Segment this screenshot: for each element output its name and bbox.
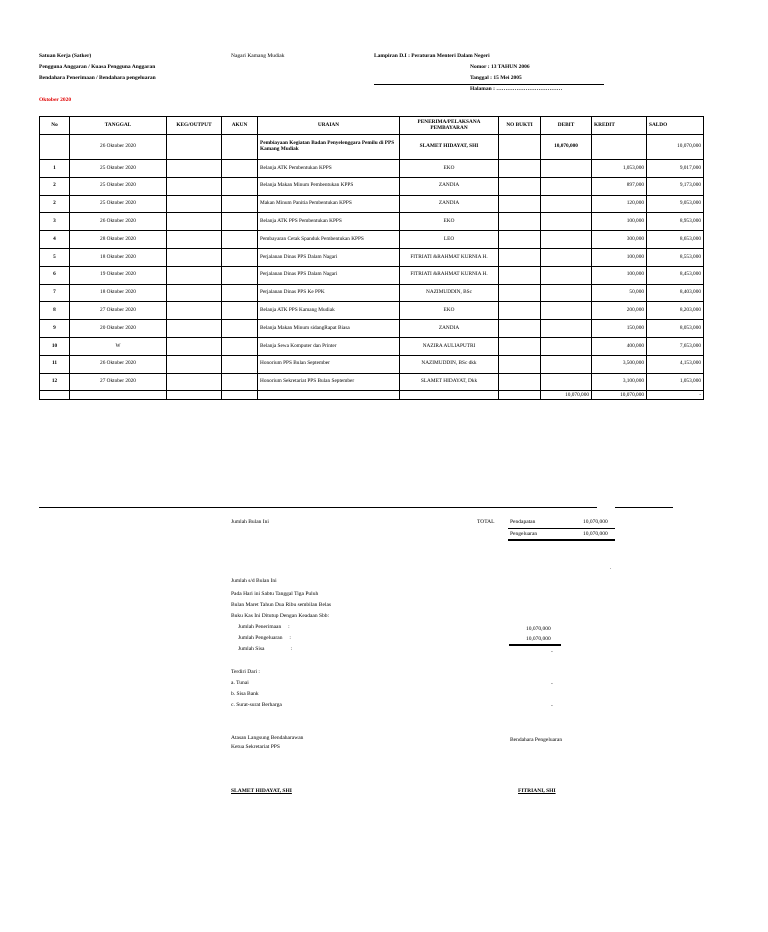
col-uraian: URAIAN xyxy=(258,117,400,135)
empty-cell xyxy=(400,391,499,400)
col-tanggal: TANGGAL xyxy=(70,117,167,135)
table-row xyxy=(40,177,704,195)
cell-penerima: FITRIATI &RAHMAT KURNIA H. xyxy=(400,266,499,284)
cell-no: 12 xyxy=(40,373,70,391)
cell-akun xyxy=(222,302,258,320)
cell-saldo: 8,403,000 xyxy=(647,284,704,302)
cell-saldo: 8,953,000 xyxy=(647,213,704,231)
cell-uraian: Belanja ATK PPS Kamang Mudiak xyxy=(258,302,400,320)
nomor-label: Nomor : 13 TAHUN 2006 xyxy=(470,64,530,70)
cell-uraian: Makan Minum Panitia Pembentukan KPPS xyxy=(258,195,400,213)
table-row xyxy=(40,355,704,373)
cell-uraian: Honorium Sekretariat PPS Bulan September xyxy=(258,373,400,391)
cell-uraian: Belanja ATK PPS Pembentukan KPPS xyxy=(258,213,400,231)
col-no-bukti: NO BUKTI xyxy=(499,117,541,135)
cell-kredit: 100,000 xyxy=(592,248,647,266)
penerimaan-value: 10,070,000 xyxy=(526,626,551,632)
jumlah-penerimaan-label: Jumlah Penerimaan : xyxy=(238,624,290,630)
buku-kas-text: Buku Kas Ini Ditutup Dengan Keadaan Sbb: xyxy=(231,613,330,619)
cell-penerima: NAZIMUDDIN, BSc dkk xyxy=(400,355,499,373)
cell-tanggal: 25 Oktober 2020 xyxy=(70,195,167,213)
cell-no-bukti xyxy=(499,213,541,231)
cell-no: 2 xyxy=(40,177,70,195)
terdiri-label: Terdiri Dari : xyxy=(231,669,260,675)
cell-akun xyxy=(222,284,258,302)
cell-penerima: FITRIATI &RAHMAT KURNIA H. xyxy=(400,248,499,266)
cell-debit xyxy=(541,177,592,195)
cell-no: 4 xyxy=(40,231,70,249)
cell-no: 6 xyxy=(40,266,70,284)
total-saldo: - xyxy=(647,391,704,400)
cell-akun xyxy=(222,337,258,355)
cell-tanggal: 19 Oktober 2020 xyxy=(70,266,167,284)
cell-saldo: 8,653,000 xyxy=(647,231,704,249)
table-row xyxy=(40,248,704,266)
cell-kredit: 3,100,000 xyxy=(592,373,647,391)
cell-tanggal: 28 Oktober 2020 xyxy=(70,231,167,249)
cell-penerima: LEO xyxy=(400,231,499,249)
cell-saldo: 9,017,000 xyxy=(647,160,704,178)
cell-penerima: EKO xyxy=(400,213,499,231)
cell-kredit: 200,000 xyxy=(592,302,647,320)
cell-no-bukti xyxy=(499,160,541,178)
cell-keg-output xyxy=(167,337,222,355)
cell-kredit: 120,000 xyxy=(592,195,647,213)
cell-no: 9 xyxy=(40,320,70,338)
cell-tanggal: 26 Oktober 2020 xyxy=(70,135,167,160)
cell-kredit: 150,000 xyxy=(592,320,647,338)
cell-uraian: Belanja Makan Minum sidangRapat Biasa xyxy=(258,320,400,338)
cell-uraian: Pembiayaan Kegiatan Badan Penyelenggara Pemilu di PPS Kamang Mudiak xyxy=(258,135,400,160)
cell-saldo: 7,653,000 xyxy=(647,337,704,355)
cell-akun xyxy=(222,195,258,213)
cell-kredit: 300,000 xyxy=(592,231,647,249)
pengeluaran-label: Pengeluaran xyxy=(510,531,538,537)
satker-label: Satuan Kerja (Satker) xyxy=(39,53,92,59)
cell-no-bukti xyxy=(499,355,541,373)
cell-keg-output xyxy=(167,373,222,391)
cell-no: 7 xyxy=(40,284,70,302)
pengeluaran-value: 10,070,000 xyxy=(583,531,608,537)
cell-uraian: Honorium PPS Bulan September xyxy=(258,355,400,373)
cell-uraian: Perjalanan Dinas PPS Ke PPK xyxy=(258,284,400,302)
cell-tanggal: W xyxy=(70,337,167,355)
cell-penerima: NAZIMUDDIN, BSc xyxy=(400,284,499,302)
table-row xyxy=(40,213,704,231)
cell-debit xyxy=(541,266,592,284)
tanggal-label: Tanggal : 15 Mei 2005 xyxy=(470,75,522,81)
cell-no-bukti xyxy=(499,177,541,195)
pendapatan-label: Pendapatan xyxy=(510,519,536,525)
cell-uraian: Belanja ATK Pembentukan KPPS xyxy=(258,160,400,178)
surat-label: c. Surat-surat Berharga xyxy=(231,702,282,708)
cell-penerima: SLAMET HIDAYAT, SHI xyxy=(400,135,499,160)
bendahara-label: Bendahara Penerimaan / Bendahara pengeluaran xyxy=(39,75,156,81)
cell-tanggal: 27 Oktober 2020 xyxy=(70,373,167,391)
cell-akun xyxy=(222,266,258,284)
jumlah-sisa-label: Jumlah Sisa : xyxy=(238,646,293,652)
empty-cell xyxy=(258,391,400,400)
cell-penerima: NAZIRA AULIAPUTRI xyxy=(400,337,499,355)
cell-no-bukti xyxy=(499,231,541,249)
cell-uraian: Pembayaran Cetak Spanduk Pembentukan KPPS xyxy=(258,231,400,249)
pengeluaran-value-2: 10,070,000 xyxy=(526,636,551,642)
cell-akun xyxy=(222,160,258,178)
cell-saldo: 9,173,000 xyxy=(647,177,704,195)
empty-cell xyxy=(40,391,70,400)
lampiran-label: Lampiran D.I : Peraturan Menteri Dalam Negeri xyxy=(374,53,490,59)
ledger-table xyxy=(39,116,704,400)
signatory-left-name: SLAMET HIDAYAT, SHI xyxy=(231,788,292,794)
sisa-bank-label: b. Sisa Bank xyxy=(231,691,259,697)
table-row-totals xyxy=(40,391,704,400)
sisa-value: - xyxy=(551,649,553,655)
table-row-opening xyxy=(40,135,704,160)
cell-debit xyxy=(541,231,592,249)
total-debit: 10,070,000 xyxy=(541,391,592,400)
cell-keg-output xyxy=(167,213,222,231)
jumlah-bulan-ini-label: Jumlah Bulan Ini xyxy=(231,519,269,525)
cell-keg-output xyxy=(167,355,222,373)
cell-debit xyxy=(541,284,592,302)
cell-uraian: Perjalanan Dinas PPS Dalam Nagari xyxy=(258,266,400,284)
table-row xyxy=(40,284,704,302)
cell-uraian: Perjalanan Dinas PPS Dalam Nagari xyxy=(258,248,400,266)
cell-debit xyxy=(541,355,592,373)
cell-debit xyxy=(541,373,592,391)
cell-keg-output xyxy=(167,231,222,249)
cell-debit xyxy=(541,213,592,231)
table-header-row xyxy=(40,117,704,135)
cell-keg-output xyxy=(167,284,222,302)
summary-rule-left xyxy=(39,507,597,508)
cell-debit: 10,070,000 xyxy=(541,135,592,160)
cell-uraian: Belanja Sewa Komputer dan Printer xyxy=(258,337,400,355)
cell-tanggal: 25 Oktober 2020 xyxy=(70,177,167,195)
cell-tanggal: 25 Oktober 2020 xyxy=(70,160,167,178)
cell-penerima: ZANDIA xyxy=(400,320,499,338)
cell-saldo: 1,053,000 xyxy=(647,373,704,391)
cell-penerima: EKO xyxy=(400,302,499,320)
cell-no-bukti xyxy=(499,373,541,391)
col-akun: AKUN xyxy=(222,117,258,135)
cell-keg-output xyxy=(167,177,222,195)
period-label: Oktober 2020 xyxy=(39,97,72,103)
table-row xyxy=(40,266,704,284)
cell-saldo: 8,203,000 xyxy=(647,302,704,320)
sisa-rule xyxy=(509,644,561,646)
ketua-label: Ketua Sekretariat PPS xyxy=(231,744,280,750)
cell-no: 11 xyxy=(40,355,70,373)
cell-no-bukti xyxy=(499,302,541,320)
cell-saldo: 8,053,000 xyxy=(647,320,704,338)
cell-saldo: 4,153,000 xyxy=(647,355,704,373)
cell-keg-output xyxy=(167,266,222,284)
cell-no: 10 xyxy=(40,337,70,355)
cell-kredit: 50,000 xyxy=(592,284,647,302)
table-row xyxy=(40,320,704,338)
cell-no-bukti xyxy=(499,320,541,338)
cell-debit xyxy=(541,248,592,266)
cell-no: 3 xyxy=(40,213,70,231)
cell-tanggal: 26 Oktober 2020 xyxy=(70,213,167,231)
total-label: TOTAL xyxy=(477,519,495,525)
cell-kredit: 400,000 xyxy=(592,337,647,355)
cell-debit xyxy=(541,160,592,178)
tunai-value: - xyxy=(551,681,553,687)
bendahara-pengeluaran-label: Bendahara Pengeluaran xyxy=(510,737,563,743)
cell-keg-output xyxy=(167,160,222,178)
dot-mark: . xyxy=(610,565,612,571)
cell-saldo: 9,053,000 xyxy=(647,195,704,213)
cell-penerima: EKO xyxy=(400,160,499,178)
header-rule xyxy=(374,84,604,85)
bulan-maret-text: Bulan Maret Tahun Dua Ribu sembilan Belas xyxy=(231,602,332,608)
cell-debit xyxy=(541,195,592,213)
cell-akun xyxy=(222,177,258,195)
pada-hari-text: Pada Hari ini Sabtu Tanggal Tiga Puluh xyxy=(231,591,319,597)
nagari-label: Nagari Kamang Mudiak xyxy=(231,53,285,59)
cell-no-bukti xyxy=(499,284,541,302)
cell-no-bukti xyxy=(499,266,541,284)
cell-akun xyxy=(222,320,258,338)
atasan-label: Atasan Langsung Bendaharawan xyxy=(231,735,304,741)
cell-keg-output xyxy=(167,248,222,266)
pendapatan-value: 10,070,000 xyxy=(583,519,608,525)
cell-no: 5 xyxy=(40,248,70,266)
surat-value: - xyxy=(551,703,553,709)
cell-debit xyxy=(541,320,592,338)
empty-cell xyxy=(167,391,222,400)
tunai-label: a. Tunai xyxy=(231,680,249,686)
cell-penerima: SLAMET HIDAYAT, Dkk xyxy=(400,373,499,391)
col-kredit: KREDIT xyxy=(592,117,647,135)
pengeluaran-rule xyxy=(508,539,615,541)
col-saldo: SALDO xyxy=(647,117,704,135)
jumlah-sd-label: Jumlah s/d Bulan Ini xyxy=(231,578,277,584)
col-debit: DEBIT xyxy=(541,117,592,135)
cell-akun xyxy=(222,231,258,249)
cell-penerima: ZANDIA xyxy=(400,177,499,195)
total-kredit: 10,070,000 xyxy=(592,391,647,400)
empty-cell xyxy=(499,391,541,400)
table-row xyxy=(40,302,704,320)
cell-no: 1 xyxy=(40,160,70,178)
cell-akun xyxy=(222,355,258,373)
cell-kredit: 100,000 xyxy=(592,266,647,284)
signatory-right-name: FITRIANI, SHI xyxy=(518,788,556,794)
cell-akun xyxy=(222,248,258,266)
col-penerima: PENERIMA/PELAKSANA PEMBAYARAN xyxy=(400,117,499,135)
cell-no: 8 xyxy=(40,302,70,320)
empty-cell xyxy=(222,391,258,400)
col-no: No xyxy=(40,117,70,135)
cell-tanggal: 18 Oktober 2020 xyxy=(70,248,167,266)
table-row xyxy=(40,195,704,213)
cell-no-bukti xyxy=(499,337,541,355)
cell-akun xyxy=(222,373,258,391)
cell-no-bukti xyxy=(499,248,541,266)
cell-debit xyxy=(541,337,592,355)
table-row xyxy=(40,337,704,355)
cell-penerima: ZANDIA xyxy=(400,195,499,213)
table-row xyxy=(40,160,704,178)
cell-no: 2 xyxy=(40,195,70,213)
cell-no-bukti xyxy=(499,195,541,213)
cell-kredit: 1,053,000 xyxy=(592,160,647,178)
summary-rule-right xyxy=(615,507,673,508)
table-row xyxy=(40,231,704,249)
cell-tanggal: 26 Oktober 2020 xyxy=(70,355,167,373)
empty-cell xyxy=(70,391,167,400)
cell-keg-output xyxy=(167,302,222,320)
cell-tanggal: 27 Oktober 2020 xyxy=(70,302,167,320)
col-keg-output: KEG/OUTPUT xyxy=(167,117,222,135)
cell-uraian: Belanja Makan Minum Pembentukan KPPS xyxy=(258,177,400,195)
jumlah-pengeluaran-label: Jumlah Pengeluaran : xyxy=(238,635,291,641)
cell-keg-output xyxy=(167,195,222,213)
cell-tanggal: 18 Oktober 2020 xyxy=(70,284,167,302)
cell-debit xyxy=(541,302,592,320)
pengguna-label: Pengguna Anggaran / Kuasa Pengguna Anggaran xyxy=(39,64,156,70)
cell-saldo: 8,453,000 xyxy=(647,266,704,284)
cell-saldo: 8,553,000 xyxy=(647,248,704,266)
cell-keg-output xyxy=(167,320,222,338)
cell-tanggal: 20 Oktober 2020 xyxy=(70,320,167,338)
table-row xyxy=(40,373,704,391)
cell-saldo: 10,070,000 xyxy=(647,135,704,160)
cell-kredit: 3,500,000 xyxy=(592,355,647,373)
cell-kredit: 100,000 xyxy=(592,213,647,231)
cell-akun xyxy=(222,213,258,231)
cell-kredit: 897,000 xyxy=(592,177,647,195)
halaman-label: Halaman : ……………………………… xyxy=(470,86,563,92)
pendapatan-rule xyxy=(508,528,615,529)
